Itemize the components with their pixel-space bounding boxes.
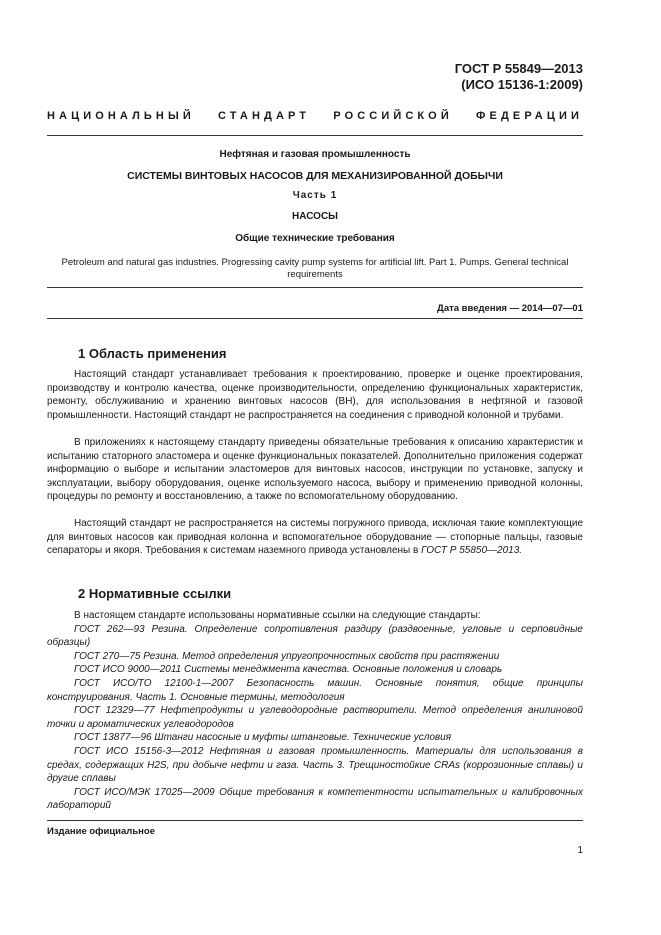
references-intro: В настоящем стандарте использованы нормативные ссылки на следующие стандарты: [74,610,481,621]
section-1-paragraph [47,436,583,504]
industry-title: Нефтяная и газовая промышленность [219,149,411,160]
document-number [455,61,583,93]
gost-number: ГОСТ Р 55849—2013 [454,61,583,76]
reference-item: ГОСТ 270—75 Резина. Метод определения упругопрочностных свойств при растяжении [74,650,500,662]
paragraph-text: В приложениях к настоящему стандарту приведены обязательные требования к описанию характеристик и испытанию статорного эластомера и оценке функциональных показателей. Дополнительно приложения содержат информацию о выборе и испытании эластомеров для винтовых насосов, инструкции по установке, запуску и эксплуатации, выбору оборудования, оценке используемого насоса, выбору и применению приводной колонны, процедуры по ремонту и восстановлению, а также по вспомогательному оборудованию. [47,437,583,503]
reference-item: ГОСТ 262—93 Резина. Определение сопротивления раздиру (раздвоенные, угловые и серповидные образцы) [47,623,583,649]
page-number: 1 [577,845,583,856]
reference-item: ГОСТ 13877—96 Штанги насосные и муфты штанговые. Технические условия [74,732,452,744]
paragraph-text: Настоящий стандарт не распространяется на системы погружного привода, исключая такие комплектующие для винтовых насосов как приводная колонна и вспомогательное оборудование — стопорные пальцы, газовые сепараторы и якоря. Требования к системам наземного привода установлены в [47,518,583,557]
general-requirements-title: Общие технические требования [235,233,395,244]
reference-item: ГОСТ ИСО 15156-3—2012 Нефтяная и газовая промышленность. Материалы для использования в средах, содержащих H2S, при добыче нефти и газа. Часть 3. Трещиностойкие CRAs (коррозионные сплавы) и другие сплавы [47,745,583,785]
iso-number: (ИСО 15136-1:2009) [461,77,583,92]
section-1-paragraph [47,368,583,422]
section-2-title: 2 Нормативные ссылки [78,586,232,601]
reference-item: ГОСТ 12329—77 Нефтепродукты и углеводородные растворители. Метод определения анилиновой точки и ароматических углеводородов [47,705,583,730]
divider [47,820,583,821]
part-title: Часть 1 [292,190,338,201]
gost-reference: ГОСТ Р 55850—2013. [421,545,523,557]
divider [47,318,583,319]
divider [47,135,583,136]
pumps-title: НАСОСЫ [292,211,338,222]
english-title: Petroleum and natural gas industries. Progressing cavity pump systems for artificial lift. Part 1. Pumps. General technical requirements [61,257,569,280]
section-1-title: 1 Область применения [78,346,227,361]
reference-item: ГОСТ ИСО/ТО 12100-1—2007 Безопасность машин. Основные понятия, общие принципы конструирования. Часть 1. Основные термины, методология [47,677,583,703]
reference-item: ГОСТ ИСО 9000—2011 Системы менеджмента качества. Основные положения и словарь [74,664,503,676]
reference-item: ГОСТ ИСО/МЭК 17025—2009 Общие требования к компетентности испытательных и калибровочных лабораторий [47,786,583,812]
main-title: СИСТЕМЫ ВИНТОВЫХ НАСОСОВ ДЛЯ МЕХАНИЗИРОВАННОЙ ДОБЫЧИ [127,170,503,182]
normative-references-list [47,609,583,813]
divider [47,287,583,288]
national-standard-heading: НАЦИОНАЛЬНЫЙ СТАНДАРТ РОССИЙСКОЙ ФЕДЕРАЦИИ [47,110,583,122]
section-1-paragraph [47,517,583,558]
paragraph-text: Настоящий стандарт устанавливает требования к проектированию, проверке и оценке проектирования, производству и контролю качества, оценке производительности, определению функциональных характеристик, ремонту, обслуживанию и хранению винтовых насосов (ВН), для использования в нефтяной и газовой промышленности. Настоящий стандарт не распространяется на соединения с приводной колонной и трубами. [47,369,583,421]
official-edition-label: Издание официальное [47,826,155,837]
introduction-date: Дата введения — 2014—07—01 [437,303,583,314]
